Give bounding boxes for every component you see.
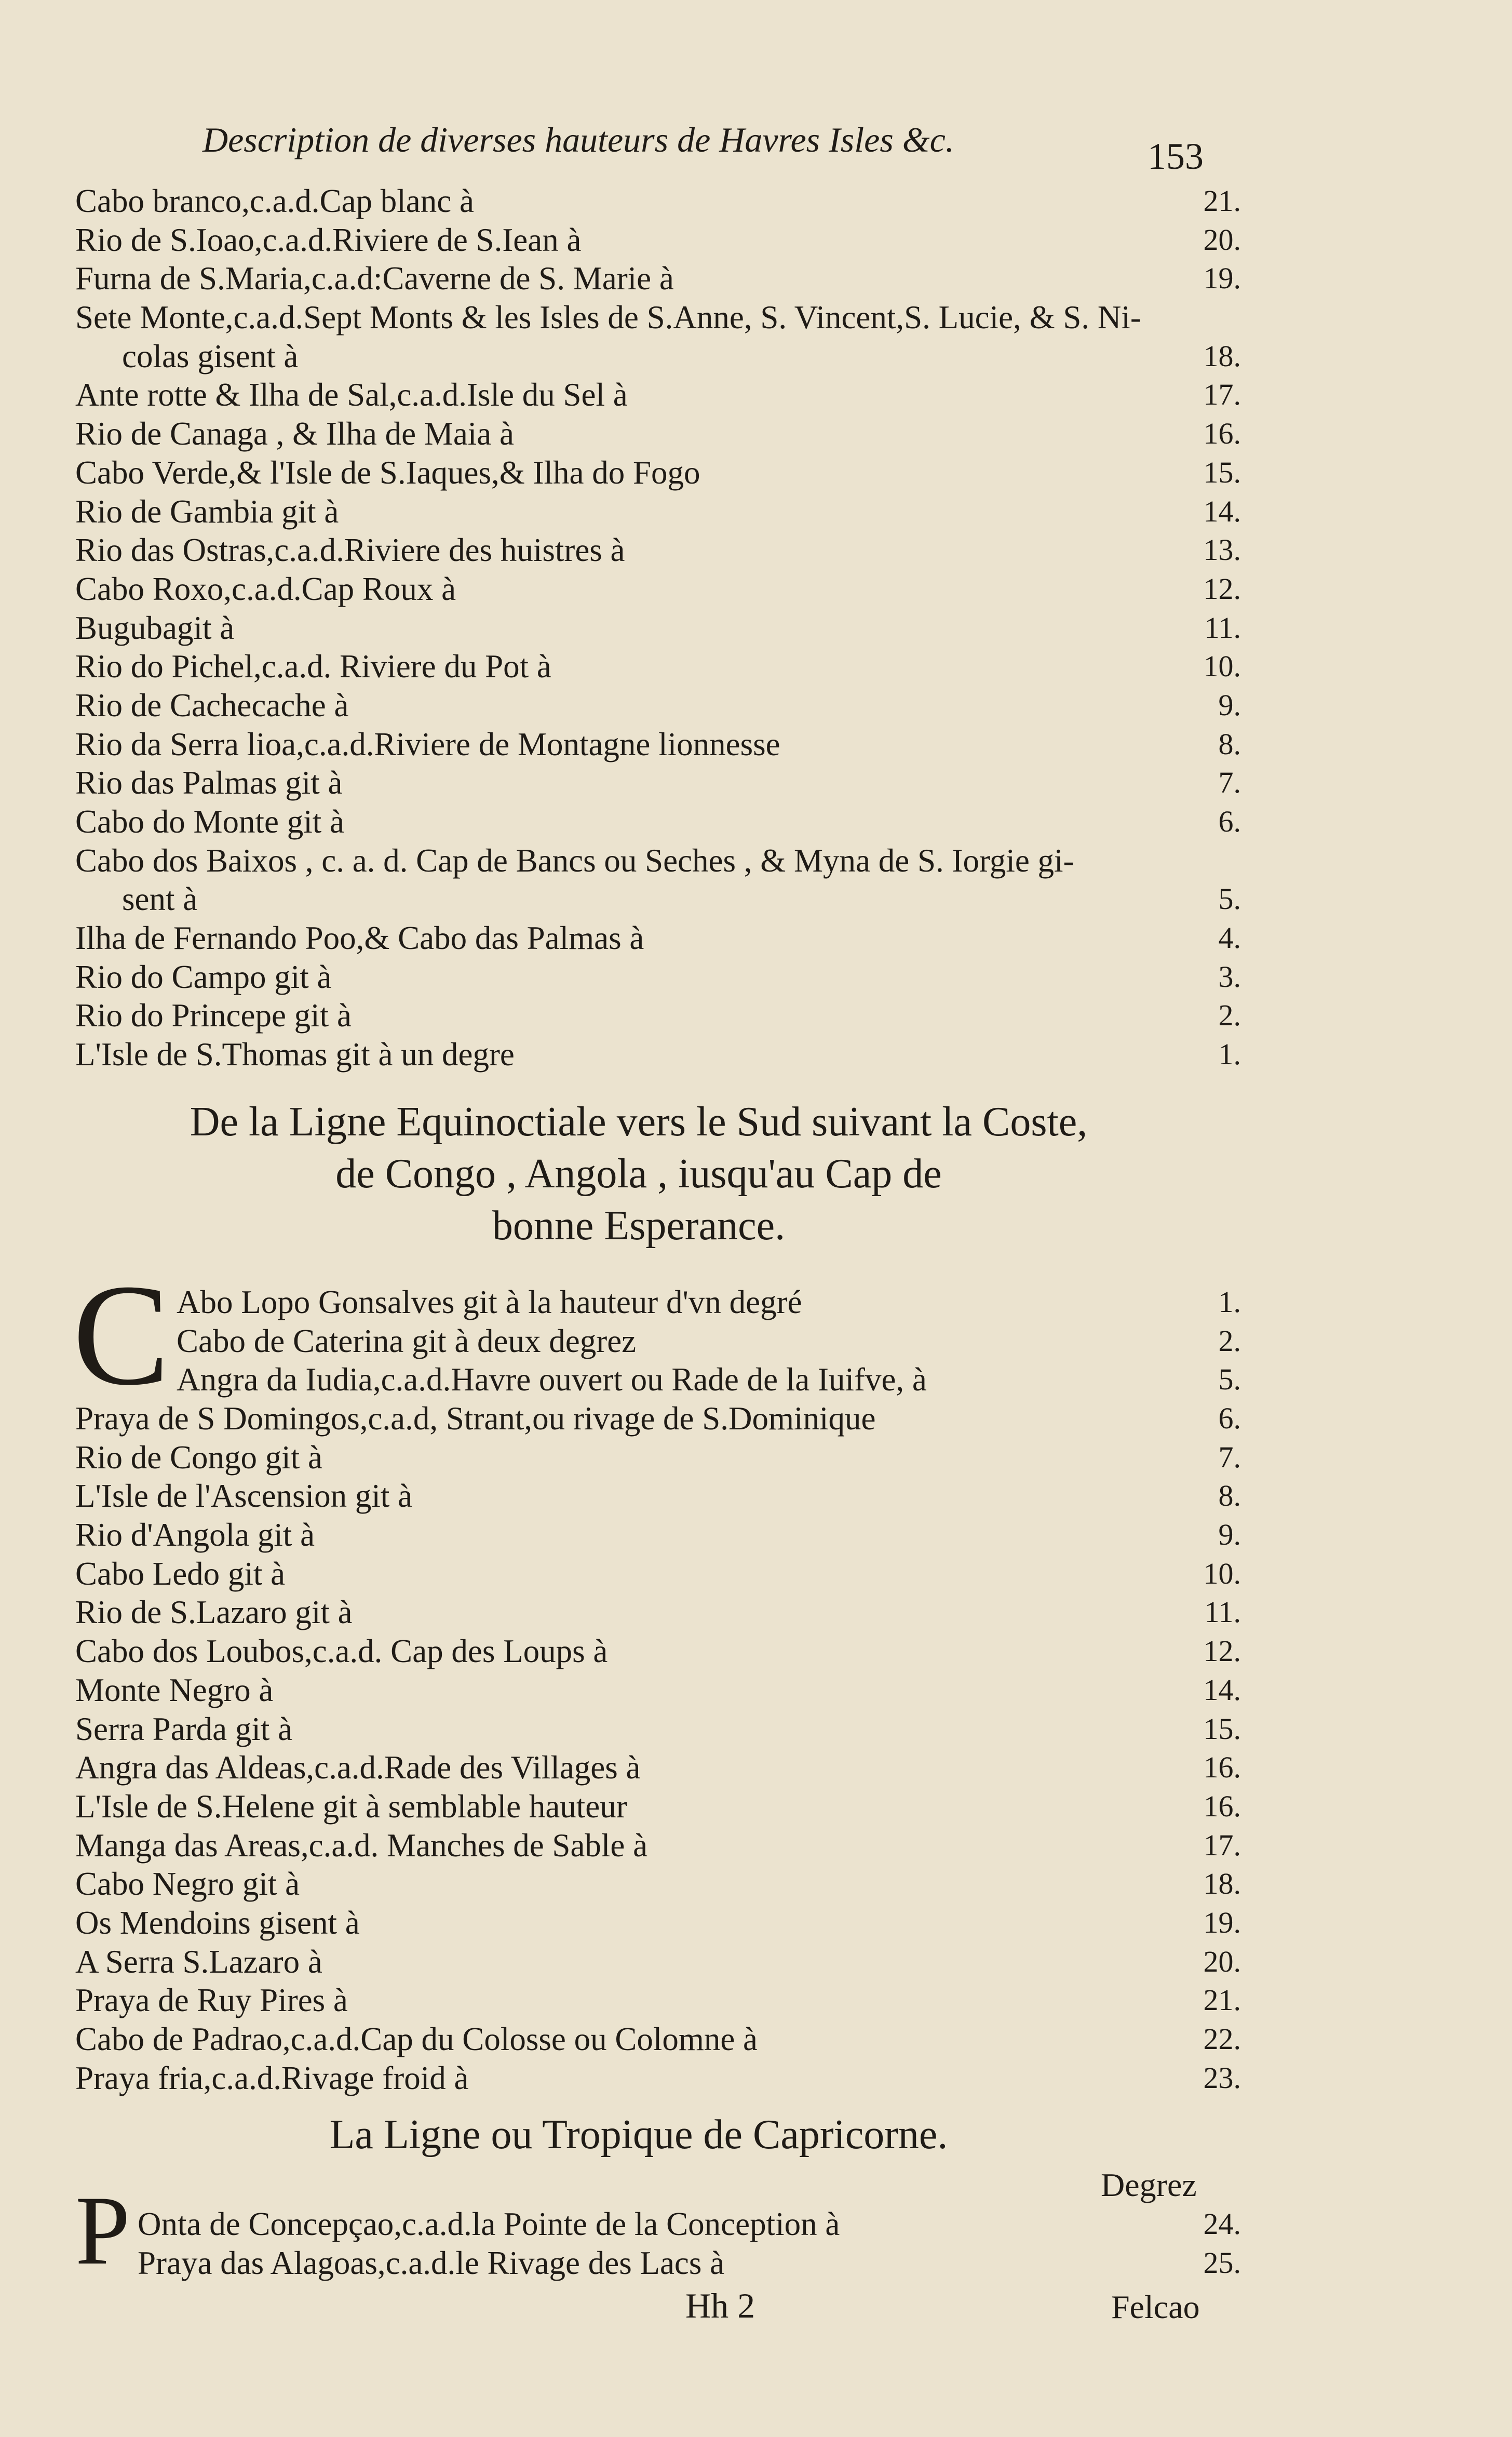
list-item: Rio d'Angola git à 9. xyxy=(75,1517,1241,1554)
list-item: Praya de S Domingos,c.a.d, Strant,ou rivage de S.Dominique 6. xyxy=(75,1400,1241,1437)
signature-mark: Hh 2 xyxy=(685,2286,755,2325)
list-item: L'Isle de S.Thomas git à un degre 1. xyxy=(75,1036,1241,1073)
list-item: Ilha de Fernando Poo,& Cabo das Palmas à 4. xyxy=(75,920,1241,957)
list-item: Onta de Concepçao,c.a.d.la Pointe de la Conception à 24. xyxy=(138,2206,1241,2242)
list-item: Cabo do Monte git à 6. xyxy=(75,804,1241,840)
list-item: Rio de S.Lazaro git à 11. xyxy=(75,1594,1241,1631)
drop-cap: C xyxy=(73,1254,170,1415)
list-item: Rio de Cachecache à 9. xyxy=(75,687,1241,724)
list-item: Rio de Congo git à 7. xyxy=(75,1439,1241,1476)
catchword: Felcao xyxy=(1111,2288,1200,2325)
list-item: Rio de Gambia git à 14. xyxy=(75,493,1241,530)
list-item: Manga das Areas,c.a.d. Manches de Sable à 17. xyxy=(75,1827,1241,1864)
list-item: Cabo dos Loubos,c.a.d. Cap des Loups à 12. xyxy=(75,1633,1241,1670)
list-item: Angra das Aldeas,c.a.d.Rade des Villages à 16. xyxy=(75,1749,1241,1786)
section3-list xyxy=(138,2205,1241,2282)
list-item: L'Isle de l'Ascension git à 8. xyxy=(75,1478,1241,1515)
heading-line: de Congo , Angola , iusqu'au Cap de xyxy=(335,1151,942,1197)
list-item: A Serra S.Lazaro à 20. xyxy=(75,1943,1241,1980)
running-title: Description de diverses hauteurs de Havres Isles &c. xyxy=(203,120,954,159)
list-item: Praya fria,c.a.d.Rivage froid à 23. xyxy=(75,2059,1241,2096)
page-number: 153 xyxy=(1148,136,1204,177)
list-item: Rio de Canaga , & Ilha de Maia à 16. xyxy=(75,416,1241,452)
list-item: Abo Lopo Gonsalves git à la hauteur d'vn degré 1. xyxy=(177,1284,1241,1320)
section2-list-dropcap xyxy=(177,1283,1241,1399)
list-item: Monte Negro à 14. xyxy=(75,1671,1241,1708)
section2-list xyxy=(75,1399,1241,2097)
section-heading xyxy=(177,1096,1101,1252)
degrees-column-label: Degrez xyxy=(1101,2166,1197,2203)
list-item: Cabo de Caterina git à deux degrez 2. xyxy=(177,1322,1241,1359)
list-item: Furna de S.Maria,c.a.d:Caverne de S. Marie à 19. xyxy=(75,260,1241,297)
drop-cap: P xyxy=(75,2176,130,2285)
list-item: Praya das Alagoas,c.a.d.le Rivage des Lacs à 25. xyxy=(138,2244,1241,2281)
list-item: Bugubagit à 11. xyxy=(75,609,1241,646)
list-item: Sete Monte,c.a.d.Sept Monts & les Isles de S.Anne, S. Vincent,S. Lucie, & S. Ni- xyxy=(75,299,1141,336)
list-item: Cabo branco,c.a.d.Cap blanc à 21. xyxy=(75,183,1241,219)
section-heading: La Ligne ou Tropique de Capricorne. xyxy=(329,2112,948,2158)
list-item: Angra da Iudia,c.a.d.Havre ouvert ou Rade de la Iuifve, à 5. xyxy=(177,1361,1241,1398)
heading-line: De la Ligne Equinoctiale vers le Sud suivant la Coste, xyxy=(190,1099,1088,1145)
list-item: Rio de S.Ioao,c.a.d.Riviere de S.Iean à 20. xyxy=(75,221,1241,258)
list-item: Cabo Roxo,c.a.d.Cap Roux à 12. xyxy=(75,570,1241,607)
list-item: Rio das Palmas git à 7. xyxy=(75,765,1241,801)
list-item: Rio da Serra lioa,c.a.d.Riviere de Montagne lionnesse 8. xyxy=(75,726,1241,762)
list-item: sent à 5. xyxy=(122,881,1241,918)
section1-list xyxy=(75,182,1241,1074)
list-item: Os Mendoins gisent à 19. xyxy=(75,1904,1241,1941)
list-item: Rio das Ostras,c.a.d.Riviere des huistres à 13. xyxy=(75,532,1241,569)
list-item: Cabo Negro git à 18. xyxy=(75,1866,1241,1903)
list-item: Cabo dos Baixos , c. a. d. Cap de Bancs ou Seches , & Myna de S. Iorgie gi- xyxy=(75,842,1074,879)
heading-line: bonne Esperance. xyxy=(492,1203,786,1249)
list-item: L'Isle de S.Helene git à semblable hauteur 16. xyxy=(75,1788,1241,1825)
list-item: Cabo Verde,& l'Isle de S.Iaques,& Ilha do Fogo 15. xyxy=(75,454,1241,491)
list-item: Cabo de Padrao,c.a.d.Cap du Colosse ou Colomne à 22. xyxy=(75,2021,1241,2057)
list-item: Rio do Campo git à 3. xyxy=(75,958,1241,995)
list-item: Ante rotte & Ilha de Sal,c.a.d.Isle du Sel à 17. xyxy=(75,377,1241,413)
list-item: Rio do Pichel,c.a.d. Riviere du Pot à 10. xyxy=(75,648,1241,685)
list-item: Rio do Princepe git à 2. xyxy=(75,997,1241,1034)
list-item: Praya de Ruy Pires à 21. xyxy=(75,1982,1241,2019)
list-item: Serra Parda git à 15. xyxy=(75,1710,1241,1747)
list-item: Cabo Ledo git à 10. xyxy=(75,1555,1241,1592)
list-item: colas gisent à 18. xyxy=(122,338,1241,374)
